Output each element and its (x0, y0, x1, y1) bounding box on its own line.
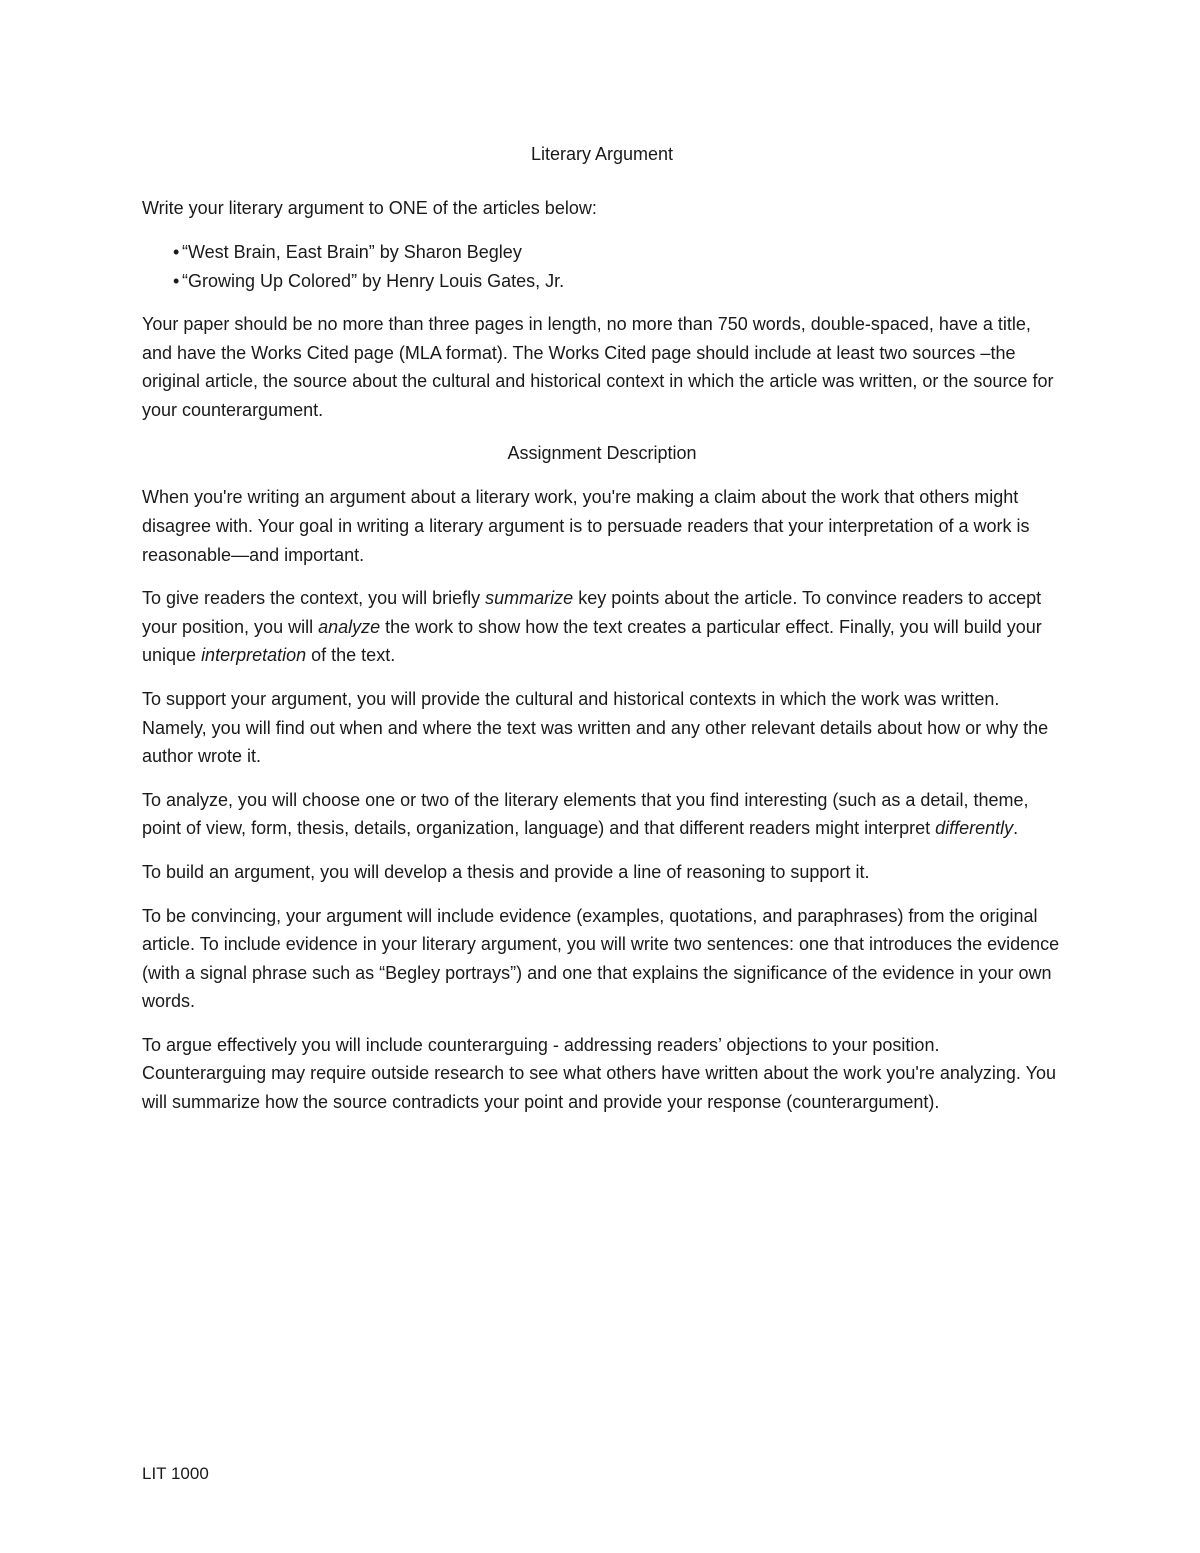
context-paragraph (142, 584, 1062, 670)
summarize-emphasis: summarize (485, 588, 574, 609)
context-text-3: the work to show how the text creates a particular effect. Finally, you will build your unique (142, 616, 1042, 666)
article-title: “West Brain, East Brain” by Sharon Begley (182, 242, 522, 262)
requirements-paragraph: Your paper should be no more than three pages in length, no more than 750 words, double-spaced, have a title, and have the Works Cited page (MLA format). The Works Cited page should include at least two sources –the original article, the source about the cultural and historical context in which the article was written, or the source for your counterargument. (142, 314, 1054, 420)
article-list (142, 238, 1062, 296)
analyze-paragraph (142, 786, 1062, 843)
page-title: Literary Argument (530, 144, 674, 164)
analyze-text-2: . (1013, 818, 1019, 839)
bullet-icon: • (173, 242, 180, 262)
context-text-4: of the text. (306, 645, 396, 666)
document-page (142, 140, 1062, 1132)
list-item (173, 238, 1062, 267)
intro-text: Write your literary argument to ONE of the articles below: (142, 198, 597, 218)
support-paragraph: To support your argument, you will provide the cultural and historical contexts in which the work was written. Namely, you will find out when and where the text was written and any other relevant details about how or why the author wrote it. (142, 688, 1049, 767)
section-heading: Assignment Description (507, 443, 697, 464)
interpretation-emphasis: interpretation (201, 645, 307, 666)
article-title: “Growing Up Colored” by Henry Louis Gates, Jr. (182, 271, 565, 291)
evidence-paragraph: To be convincing, your argument will include evidence (examples, quotations, and paraphrases) from the original article. To include evidence in your literary argument, you will write two sentences: one that introduces the evidence (with a signal phrase such as “Begley portrays”) and one that explains the significance of the evidence in your own words. (142, 905, 1060, 1012)
list-item (173, 267, 1062, 296)
differently-emphasis: differently (935, 818, 1014, 839)
build-paragraph: To build an argument, you will develop a thesis and provide a line of reasoning to support it. (142, 861, 870, 882)
analyze-text-1: To analyze, you will choose one or two of the literary elements that you find interesting (such as a detail, theme, point of view, form, thesis, details, organization, language) and that different readers might interpret (142, 789, 1029, 839)
analyze-emphasis: analyze (318, 616, 381, 637)
claim-paragraph: When you're writing an argument about a literary work, you're making a claim about the work that others might disagree with. Your goal in writing a literary argument is to persuade readers that your interpretation of a work is reasonable—and important. (142, 487, 1030, 565)
page-footer: LIT 1000 (142, 1464, 209, 1483)
context-text-1: To give readers the context, you will briefly (142, 588, 486, 609)
bullet-icon: • (173, 271, 180, 291)
context-text-2: key points about the article. To convince readers to accept your position, you will (142, 588, 1042, 637)
counter-paragraph: To argue effectively you will include counterarguing - addressing readers’ objections to your position. Counterarguing may require outside research to see what others have written about the work you're analyzing. You will summarize how the source contradicts your point and provide your response (counterargument). (142, 1034, 1056, 1113)
